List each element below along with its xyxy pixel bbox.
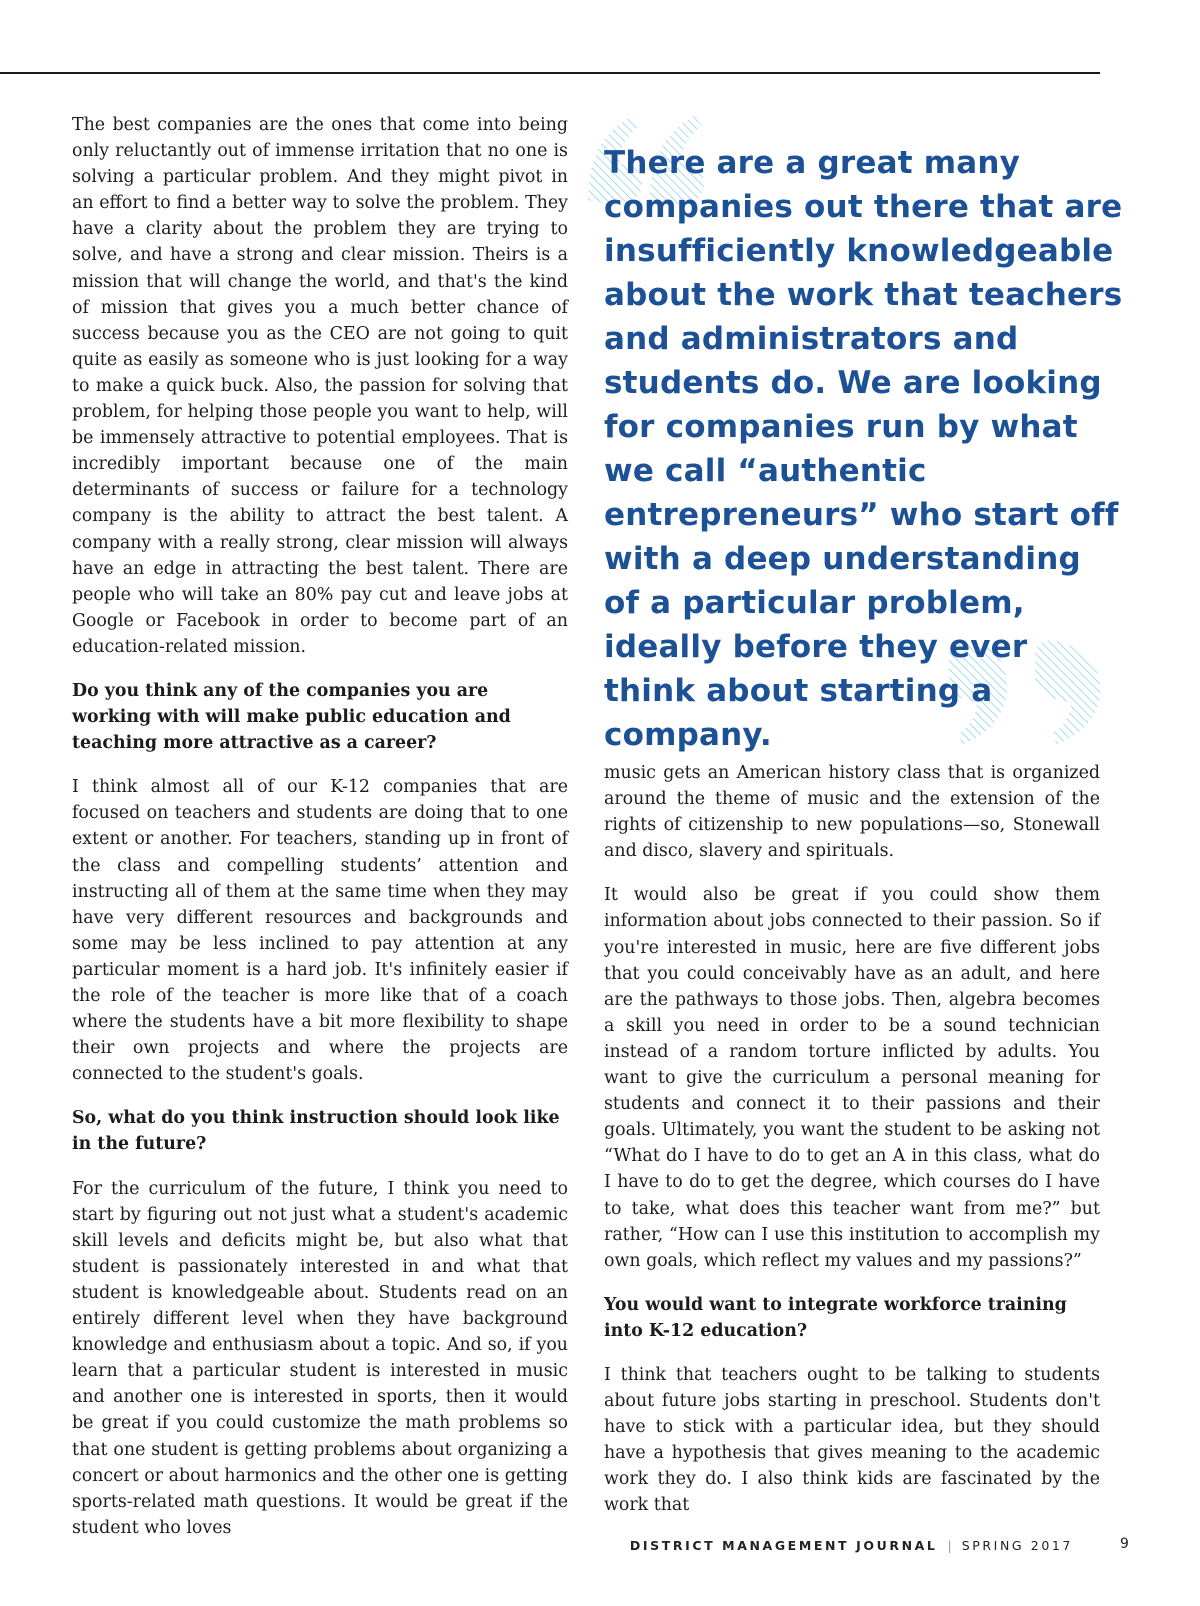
top-rule [0,72,1100,74]
interview-question: So, what do you think instruction should look like in the future? [72,1108,560,1155]
body-paragraph: The best companies are the ones that come into being only reluctantly out of immense irritation that no one is solving a particular problem. And they might pivot in an effort to find a better way to solve the problem. They have a clarity about the problem they are trying to solve, and have a strong and clear mission. Theirs is a mission that will change the world, and that's the kind of mission that gives you a much better chance of success because you as the CEO are not going to quit quite as easily as someone who is just looking for a way to make a quick buck. Also, the passion for solving that problem, for helping those people you want to help, will be immensely attractive to potential employees. That is incredibly important because one of the main determinants of success or failure for a technology company is the ability to attract the best talent. A company with a really strong, clear mission will always have an edge in attracting the best talent. There are people who will take an 80% pay cut and leave jobs at Google or Facebook in order to become part of an education-related mission. [72,115,568,657]
interview-question: You would want to integrate workforce training into K-12 education? [604,1294,1067,1341]
interview-question: Do you think any of the companies you are working with will make public education and teaching more attractive as a career? [72,680,511,754]
pull-quote: There are a great many companies out there that are insufficiently knowledgeable about the work that teachers and administrators and students do. We are looking for companies run by what we call “authentic entrepreneurs” who start off with a deep understanding of a particular problem, ideally before they ever think about starting a company. [604,145,1123,753]
footer-separator: | [947,1538,952,1553]
body-paragraph: I think almost all of our K-12 companies that are focused on teachers and students are doing that to one extent or another. For teachers, standing up in front of the class and compelling students’ attention and instructing all of them at the same time when they may have very different resources and backgrounds and some may be less inclined to pay attention at any particular moment is a hard job. It's infinitely easier if the role of the teacher is more like that of a coach where the students have a bit more flexibility to shape their own projects and where the projects are connected to the student's goals. [72,777,568,1085]
body-paragraph: I think that teachers ought to be talking to students about future jobs starting in preschool. Students don't have to stick with a particular idea, but they should have a hypothesis that gives meaning to the academic work they do. I also think kids are fascinated by the work that [604,1364,1100,1516]
left-column [72,112,568,1559]
body-paragraph: music gets an American history class that is organized around the theme of music and the extension of the rights of citizenship to new populations—so, Stonewall and disco, slavery and spirituals. [604,763,1100,862]
body-paragraph: It would also be great if you could show them information about jobs connected to their passion. So if you're interested in music, here are five different jobs that you could conceivably have as an adult, and here are the pathways to those jobs. Then, algebra becomes a skill you need in order to be a sound technician instead of a random torture inflicted by adults. You want to give the curriculum a personal meaning for students and connect it to their passions and their goals. Ultimately, you want the student to be asking not “What do I have to do to get an A in this class, what do I have to do to get the degree, which courses do I have to take, what does this teacher want from me?” but rather, “How can I use this institution to accomplish my own goals, which reflect my values and my passions?” [604,885,1100,1271]
issue-label: SPRING 2017 [961,1538,1073,1553]
page-footer [630,1538,1073,1553]
journal-name: DISTRICT MANAGEMENT JOURNAL [629,1538,938,1553]
page-number: 9 [1120,1536,1129,1552]
right-column [604,760,1100,1537]
body-paragraph: For the curriculum of the future, I think you need to start by figuring out not just what a student's academic skill levels and deficits might be, but also what that student is passionately interested in and what that student is knowledgeable about. Students read on an entirely different level when they have background knowledge and enthusiasm about a topic. And so, if you learn that a particular student is interested in music and another one is interested in sports, then it would be great if you could customize the math problems so that one student is getting problems about organizing a concert or about harmonics and the other one is getting sports-related math questions. It would be great if the student who loves [72,1178,568,1538]
